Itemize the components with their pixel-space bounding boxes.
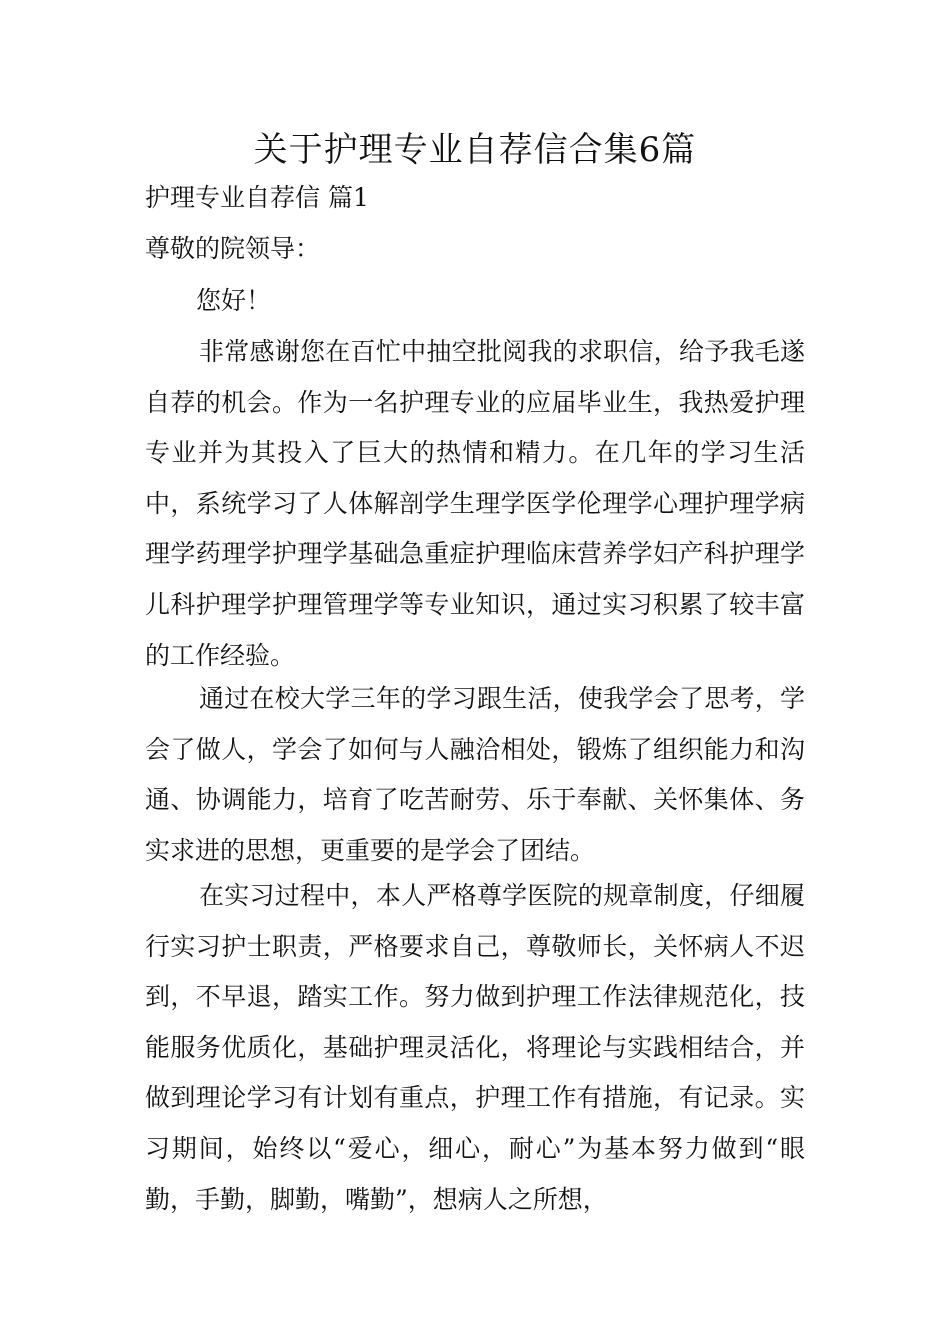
document-title: 关于护理专业自荐信合集6篇 <box>253 130 697 170</box>
letter-subheading: 护理专业自荐信 篇1 <box>145 183 369 212</box>
body-paragraph: 在实习过程中，本人严格尊学医院的规章制度，仔细履行实习护士职责，严格要求自己，尊敬师长，关怀病人不迟到，不早退，踏实工作。努力做到护理工作法律规范化，技能服务优质化，基础护理灵活化，将理论与实践相结合，并做到理论学习有计划有重点，护理工作有措施，有记录。实习期间，始终以“爱心，细心，耐心”为基本努力做到“眼勤，手勤，脚勤，嘴勤”，想病人之所想， <box>145 881 805 1214</box>
body-paragraph: 非常感谢您在百忙中抽空批阅我的求职信，给予我毛遂自荐的机会。作为一名护理专业的应届毕业生，我热爱护理专业并为其投入了巨大的热情和精力。在几年的学习生活中，系统学习了人体解剖学生理学医学伦理学心理护理学病理学药理学护理学基础急重症护理临床营养学妇产科护理学儿科护理学护理管理学等专业知识，通过实习积累了较丰富的工作经验。 <box>145 337 805 670</box>
body-paragraph: 通过在校大学三年的学习跟生活，使我学会了思考，学会了做人，学会了如何与人融洽相处，锻炼了组织能力和沟通、协调能力，培育了吃苦耐劳、乐于奉献、关怀集体、务实求进的思想，更重要的是学会了团结。 <box>145 684 805 865</box>
salutation: 尊敬的院领导： <box>145 234 321 263</box>
greeting: 您好！ <box>196 286 272 315</box>
